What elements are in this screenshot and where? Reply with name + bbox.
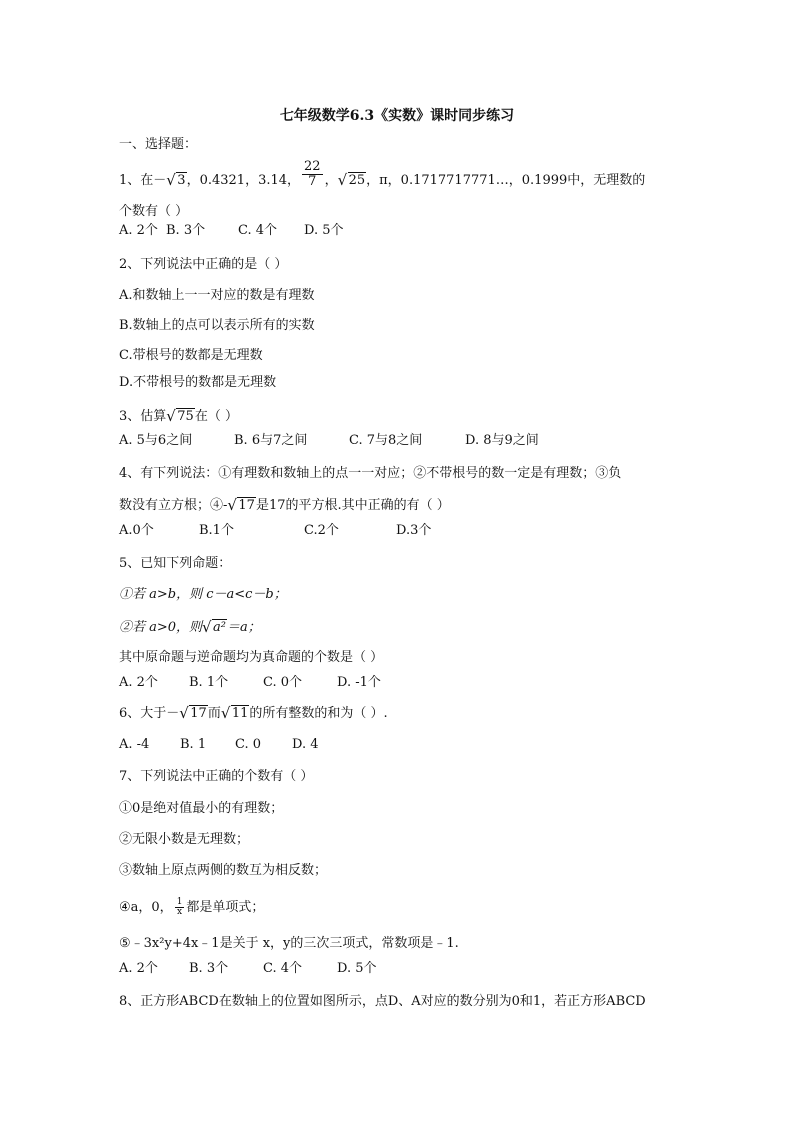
- q2-option-a[interactable]: A.和数轴上一一对应的数是有理数: [119, 288, 315, 303]
- question-4-line-2: 数没有立方根；④-√ 17是17的平方根.其中正确的有（ ）: [119, 498, 450, 514]
- q5-proposition-2: ②若 a>0，则√ a²＝a；: [119, 620, 261, 636]
- q5-proposition-1: ①若 a>b，则 c－a<c－b；: [119, 587, 287, 602]
- q3-option-d[interactable]: D. 8与9之间: [465, 433, 539, 448]
- q6-sqrt11: √ 11: [222, 706, 250, 722]
- q1-numbers: ，0.4321，3.14，: [186, 173, 301, 188]
- q4-option-a[interactable]: A.0个: [119, 523, 154, 538]
- q2-option-c[interactable]: C.带根号的数都是无理数: [119, 348, 263, 363]
- q1-option-d[interactable]: D. 5个: [304, 223, 344, 238]
- question-5-stem: 5、已知下列命题：: [119, 556, 232, 571]
- question-3-stem: 3、估算√ 75在（ ）: [119, 409, 238, 425]
- question-5-ask: 其中原命题与逆命题均为真命题的个数是（ ）: [119, 650, 384, 665]
- q6-option-d[interactable]: D. 4: [292, 737, 319, 752]
- q3-sqrt75: √ 75: [167, 409, 195, 425]
- q7-statement-1: ①0是绝对值最小的有理数；: [119, 801, 284, 816]
- q1-fraction: $\frac{22}{7}$: [304, 159, 321, 189]
- q1-option-b[interactable]: B. 3个: [166, 223, 206, 238]
- q6-option-b[interactable]: B. 1: [180, 737, 207, 752]
- q4-option-d[interactable]: D.3个: [396, 523, 432, 538]
- q5-option-b[interactable]: B. 1个: [189, 675, 229, 690]
- q7-statement-5: ⑤﹣3x²y+4x﹣1是关于 x，y的三次三项式，常数项是﹣1.: [119, 936, 459, 951]
- question-3-options: [119, 433, 539, 449]
- q5-option-a[interactable]: A. 2个: [119, 675, 158, 690]
- q7-option-c[interactable]: C. 4个: [263, 961, 303, 976]
- q1-option-c[interactable]: C. 4个: [238, 223, 278, 238]
- q4-sqrt17: √ 17: [228, 498, 256, 514]
- q7-option-a[interactable]: A. 2个: [119, 961, 158, 976]
- q2-option-b[interactable]: B.数轴上的点可以表示所有的实数: [119, 318, 315, 333]
- q7-option-b[interactable]: B. 3个: [189, 961, 229, 976]
- section-heading: 一、选择题：: [119, 137, 198, 152]
- question-1-cont: 个数有（ ）: [119, 204, 189, 219]
- q1-sqrt3: √ 3: [167, 173, 186, 189]
- q4-option-c[interactable]: C.2个: [304, 523, 339, 538]
- question-4-options: [119, 523, 431, 539]
- question-2-stem: 2、下列说法中正确的是（ ）: [119, 257, 288, 272]
- question-8-stem: 8、正方形ABCD在数轴上的位置如图所示，点D、A对应的数分别为0和1，若正方形ABCD: [119, 994, 646, 1009]
- question-1-options: [119, 223, 344, 239]
- q6-sqrt17: √ 17: [180, 706, 208, 722]
- question-6-stem: 6、大于－√ 17而√ 11的所有整数的和为（ ）.: [119, 706, 388, 722]
- q2-option-d[interactable]: D.不带根号的数都是无理数: [119, 375, 277, 390]
- q3-option-c[interactable]: C. 7与8之间: [349, 433, 423, 448]
- q1-option-a[interactable]: A. 2个: [119, 223, 158, 238]
- question-7-options: [119, 961, 377, 977]
- q1-lead: 1、在: [119, 173, 154, 188]
- question-5-options: [119, 675, 381, 691]
- question-7-stem: 7、下列说法中正确的个数有（ ）: [119, 769, 314, 784]
- q7-statement-2: ②无限小数是无理数；: [119, 832, 250, 847]
- q7-option-d[interactable]: D. 5个: [337, 961, 377, 976]
- q5-option-c[interactable]: C. 0个: [263, 675, 303, 690]
- q5-option-d[interactable]: D. -1个: [337, 675, 381, 690]
- q7-statement-3: ③数轴上原点两侧的数互为相反数；: [119, 863, 328, 878]
- q1-neg: －: [153, 173, 167, 188]
- q3-option-b[interactable]: B. 6与7之间: [234, 433, 308, 448]
- question-4-line-1: 4、有下列说法：①有理数和数轴上的点一一对应；②不带根号的数一定是有理数；③负: [119, 466, 622, 481]
- q1-sqrt25: √ 25: [339, 173, 367, 189]
- q7-fraction: $\frac{1}{x}$: [176, 897, 183, 917]
- q5-sqrt-a-squared: √ a²: [203, 620, 227, 636]
- question-1-stem: 1、在－√ 3，0.4321，3.14， $\frac{22}{7}$ ，√ 25，π，0.1717717771…，0.1999中，无理数的: [119, 172, 645, 189]
- page-title: 七年级数学6.3《实数》课时同步练习: [279, 108, 515, 124]
- q3-option-a[interactable]: A. 5与6之间: [119, 433, 193, 448]
- q4-option-b[interactable]: B.1个: [199, 523, 234, 538]
- q7-statement-4: ④a，0， $\frac{1}{x}$ 都是单项式；: [119, 897, 265, 917]
- q1-numbers-tail: ，π，0.1717717771…，0.1999中，无理数的: [366, 173, 646, 188]
- question-6-options: [119, 737, 319, 753]
- q6-option-c[interactable]: C. 0: [235, 737, 262, 752]
- q6-option-a[interactable]: A. -4: [119, 737, 150, 752]
